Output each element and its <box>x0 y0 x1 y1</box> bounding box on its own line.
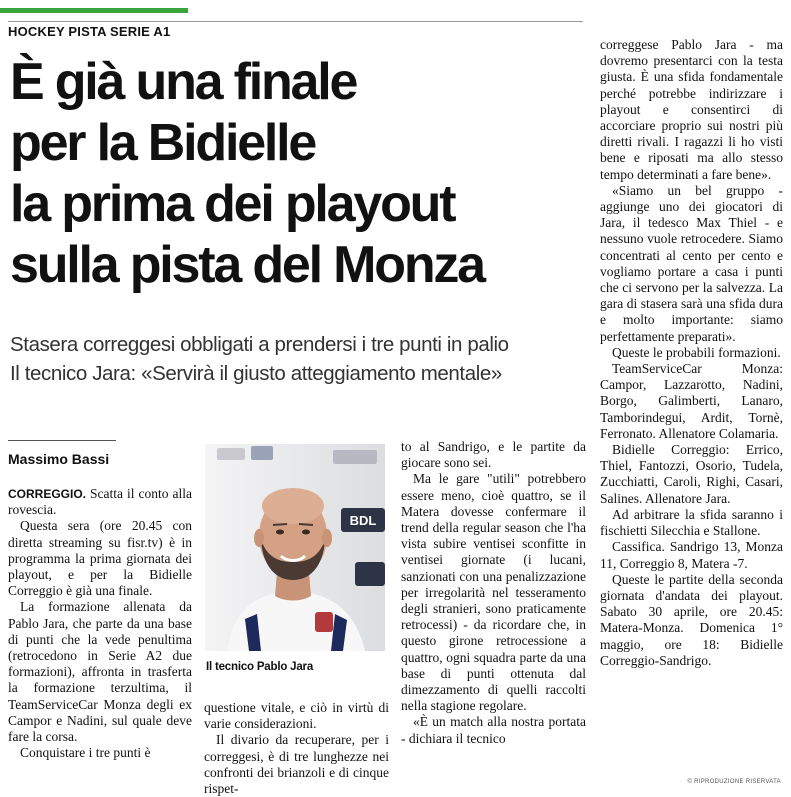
photo-caption: Il tecnico Pablo Jara <box>206 661 314 673</box>
article-column-3 <box>401 439 586 747</box>
header-rule <box>8 21 583 22</box>
dateline: CORREGGIO. <box>8 487 87 501</box>
article-paragraph: to al Sandrigo, e le partite da giocare sono sei. <box>401 439 586 471</box>
article-paragraph: TeamServiceCar Monza: Campor, Lazzarotto, Nadini, Borgo, Galimberti, Lanaro, Tamborindegui, Ardit, Tornè, Ferronato. Allenatore Colamaria. <box>600 361 783 441</box>
article-paragraph: questione vitale, e ciò in virtù di varie considerazioni. <box>204 700 389 732</box>
coach-portrait-image <box>205 444 385 651</box>
section-label: HOCKEY PISTA SERIE A1 <box>8 24 171 39</box>
article-paragraph: Cassifica. Sandrigo 13, Monza 11, Correggio 8, Matera -7. <box>600 539 783 571</box>
author-rule <box>8 440 116 441</box>
author-byline: Massimo Bassi <box>8 451 110 467</box>
article-paragraph: Ma le gare "utili" potrebbero essere meno, cioè quattro, se il Matera dovesse confermare il trend della regular season che l'ha vista subire ventisei sconfitte in ventisei giornate (i lucani, sanzionati con una penalizzazione per irregolarità nel tesseramento degli stranieri, sono praticamente retrocessi) - da ricordare che, in questo girone retrocessione a quattro, ogni squadra parte da una base di punti ottenuta dal dimezzamento di quelli raccolti nella stagione regolare. <box>401 471 586 714</box>
article-paragraph: CORREGGIO. Scatta il conto alla rovescia. <box>8 486 193 518</box>
subheadline-line: Il tecnico Jara: «Servirà il giusto atteggiamento mentale» <box>10 362 502 385</box>
svg-text:BDL: BDL <box>349 513 377 528</box>
article-paragraph: Queste le probabili formazioni. <box>612 344 781 360</box>
article-paragraph: «Siamo un bel gruppo - aggiunge uno dei giocatori di Jara, il tedesco Max Thiel - e nessuno vuole retrocedere. Siamo concentrati al cento per cento e vogliamo portare a casa i punti che ci servono per la salvezza. La gara di stasera sarà una sfida dura e molto importante: siamo perfettamente preparati». <box>600 182 783 344</box>
headline-line: per la Bidielle <box>10 114 316 172</box>
article-column-1 <box>8 486 192 761</box>
headline-line: È già una finale <box>10 53 357 111</box>
article-column-4 <box>600 37 783 669</box>
article-paragraph: Bidielle Correggio: Errico, Thiel, Fantozzi, Osorio, Tudela, Zucchiatti, Caroli, Righi, Casari, Salines. Allenatore Jara. <box>600 442 783 506</box>
article-paragraph: Il divario da recuperare, per i correggesi, è di tre lunghezze nei confronti dei brianzoli e di cinque rispet- <box>204 732 389 797</box>
headline <box>10 52 585 296</box>
subheadline-line: Stasera correggesi obbligati a prendersi i tre punti in palio <box>10 333 509 356</box>
article-paragraph: La formazione allenata da Pablo Jara, che parte da una base di punti che la vede penultima (retrocedono in Serie A2 due formazioni), affronta in trasferta la formazione terzultima, il TeamServiceCar Monza degli ex Campor e Nadini, sul quale deve fare la corsa. <box>8 599 192 745</box>
article-paragraph: Ad arbitrare la sfida saranno i fischietti Silecchia e Stallone. <box>600 506 783 539</box>
coach-photo <box>205 444 385 651</box>
article-paragraph: Queste le partite della seconda giornata d'andata dei playout. Sabato 30 aprile, ore 20.45: Matera-Monza. Domenica 1° maggio, ore 18: Bidielle Correggio-Sandrigo. <box>600 571 783 668</box>
article-column-2 <box>204 700 389 797</box>
headline-line: la prima dei playout <box>10 175 455 233</box>
headline-line: sulla pista del Monza <box>10 236 484 294</box>
copyright-notice: © RIPRODUZIONE RISERVATA <box>687 779 781 785</box>
article-paragraph: «È un match alla nostra portata - dichiara il tecnico <box>401 714 586 746</box>
section-accent-bar <box>0 8 188 13</box>
article-paragraph: Questa sera (ore 20.45 con diretta streaming su fisr.tv) è in programma la prima giornata dei playout, e per la Bidielle Correggio è già una finale. <box>8 518 192 599</box>
article-paragraph: Conquistare i tre punti è <box>20 745 151 761</box>
article-paragraph: correggese Pablo Jara - ma dovremo presentarci con la testa giusta. È una sfida fondamentale perché potrebbe indirizzare i playout e consentirci di accorciare proprio sui nostri più diretti rivali. I ragazzi li ho visti bene e riposati ma allo stesso tempo determinati a fare bene». <box>600 37 783 182</box>
subheadline <box>10 330 585 388</box>
